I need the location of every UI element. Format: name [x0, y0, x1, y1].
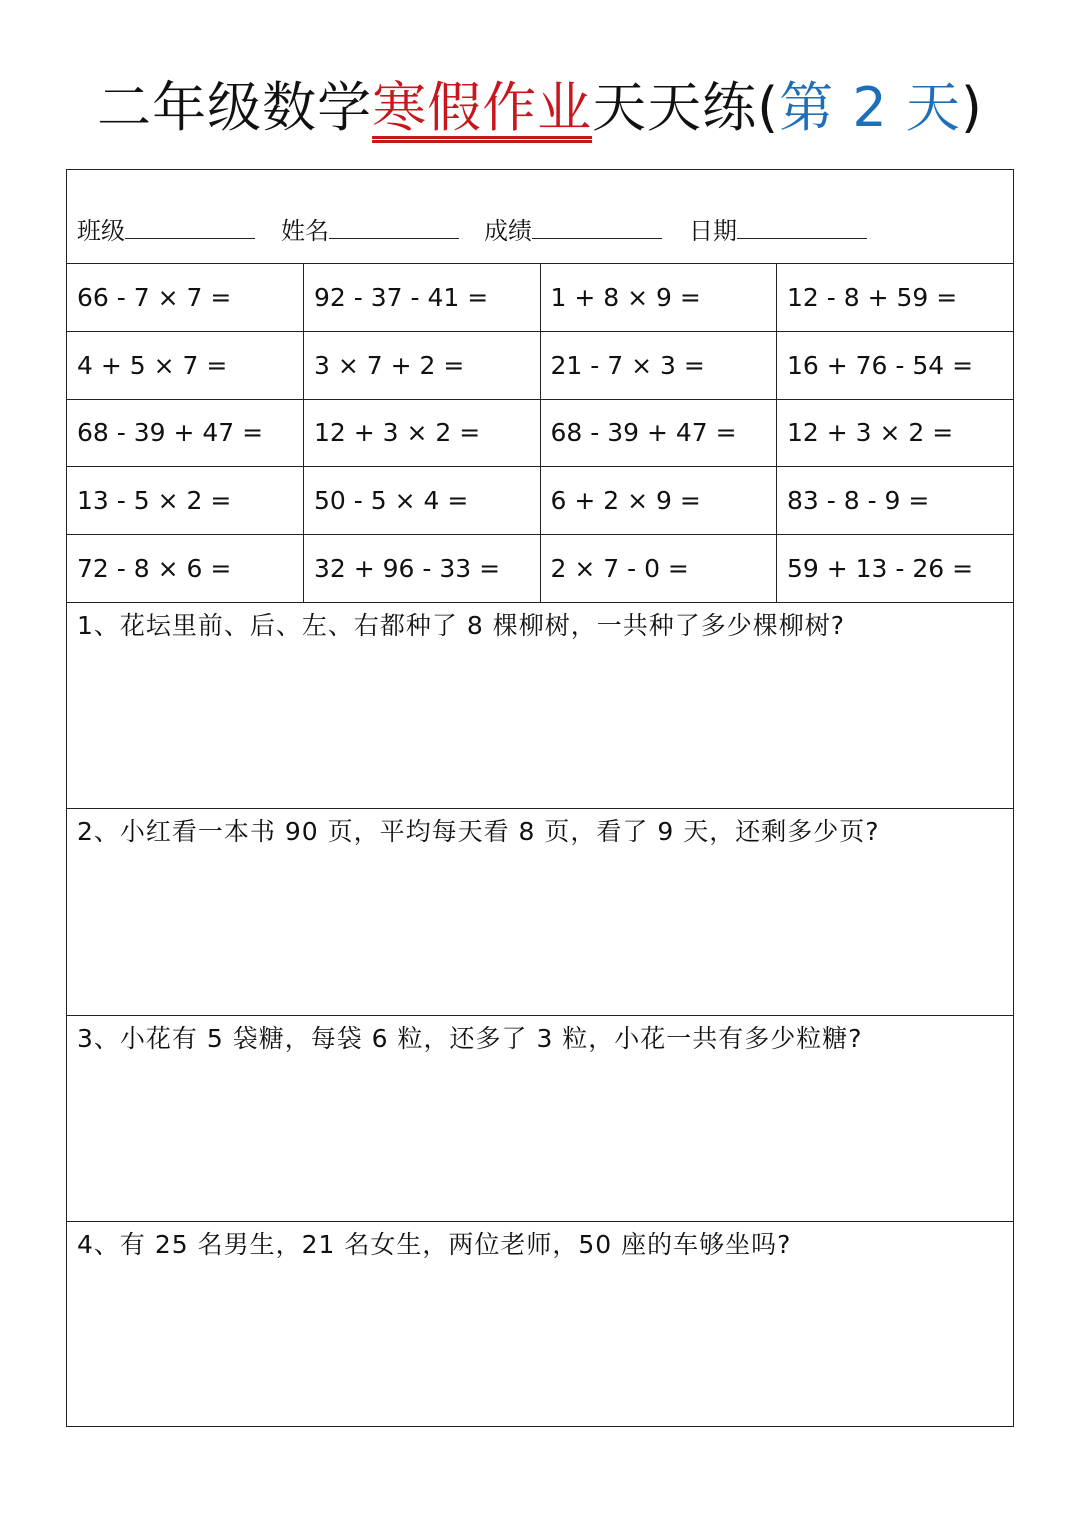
name-blank[interactable] [329, 214, 459, 239]
worksheet-title [0, 70, 1080, 146]
worksheet-frame [66, 169, 1014, 1427]
word-problem-text: 3、小花有 5 袋糖，每袋 6 粒，还多了 3 粒，小花一共有多少粒糖? [77, 1024, 863, 1053]
calc-cell[interactable]: 21 - 7 × 3 = [540, 331, 777, 399]
word-problem-text: 2、小红看一本书 90 页，平均每天看 8 页，看了 9 天，还剩多少页? [77, 817, 880, 846]
score-blank[interactable] [532, 214, 662, 239]
calculation-grid [67, 264, 1013, 603]
calc-cell[interactable]: 68 - 39 + 47 = [540, 399, 777, 467]
calc-row [67, 331, 1013, 399]
title-subject: 二年级数学 [97, 76, 373, 139]
word-problem-2[interactable] [67, 809, 1013, 1016]
word-problem-4[interactable] [67, 1222, 1013, 1425]
word-problem-1[interactable] [67, 603, 1013, 809]
calc-cell[interactable]: 12 + 3 × 2 = [304, 399, 541, 467]
calc-row [67, 467, 1013, 535]
calc-cell[interactable]: 66 - 7 × 7 = [67, 264, 304, 331]
calc-cell[interactable]: 32 + 96 - 33 = [304, 535, 541, 603]
title-homework: 寒假作业 [372, 76, 593, 139]
name-label: 姓名 [281, 217, 329, 245]
calc-cell[interactable]: 12 - 8 + 59 = [777, 264, 1014, 331]
calc-cell[interactable]: 2 × 7 - 0 = [540, 535, 777, 603]
score-label: 成绩 [484, 217, 532, 245]
calc-cell[interactable]: 12 + 3 × 2 = [777, 399, 1014, 467]
class-blank[interactable] [125, 214, 255, 239]
calc-cell[interactable]: 68 - 39 + 47 = [67, 399, 304, 467]
calc-cell[interactable]: 59 + 13 - 26 = [777, 535, 1014, 603]
calc-row [67, 535, 1013, 603]
calc-cell[interactable]: 83 - 8 - 9 = [777, 467, 1014, 535]
score-field[interactable] [484, 214, 662, 246]
date-label: 日期 [689, 217, 737, 245]
calc-cell[interactable]: 4 + 5 × 7 = [67, 331, 304, 399]
title-day: 第 2 天 [779, 76, 961, 139]
word-problem-3[interactable] [67, 1016, 1013, 1222]
calc-row [67, 264, 1013, 331]
title-close-paren: ) [960, 76, 983, 139]
word-problem-text: 1、花坛里前、后、左、右都种了 8 棵柳树，一共种了多少棵柳树? [77, 611, 845, 640]
calc-cell[interactable]: 50 - 5 × 4 = [304, 467, 541, 535]
calc-cell[interactable]: 6 + 2 × 9 = [540, 467, 777, 535]
calc-cell[interactable]: 13 - 5 × 2 = [67, 467, 304, 535]
calc-cell[interactable]: 16 + 76 - 54 = [777, 331, 1014, 399]
class-label: 班级 [77, 217, 125, 245]
calc-cell[interactable]: 92 - 37 - 41 = [304, 264, 541, 331]
name-field[interactable] [281, 214, 459, 246]
calc-cell[interactable]: 1 + 8 × 9 = [540, 264, 777, 331]
word-problem-text: 4、有 25 名男生，21 名女生，两位老师，50 座的车够坐吗? [77, 1230, 792, 1259]
calc-cell[interactable]: 3 × 7 + 2 = [304, 331, 541, 399]
class-field[interactable] [77, 214, 255, 246]
date-blank[interactable] [737, 214, 867, 239]
date-field[interactable] [689, 214, 867, 246]
title-daily: 天天练 [592, 76, 758, 139]
title-open-paren: ( [757, 76, 780, 139]
calc-cell[interactable]: 72 - 8 × 6 = [67, 535, 304, 603]
student-info-row [67, 170, 1013, 264]
calc-row [67, 399, 1013, 467]
